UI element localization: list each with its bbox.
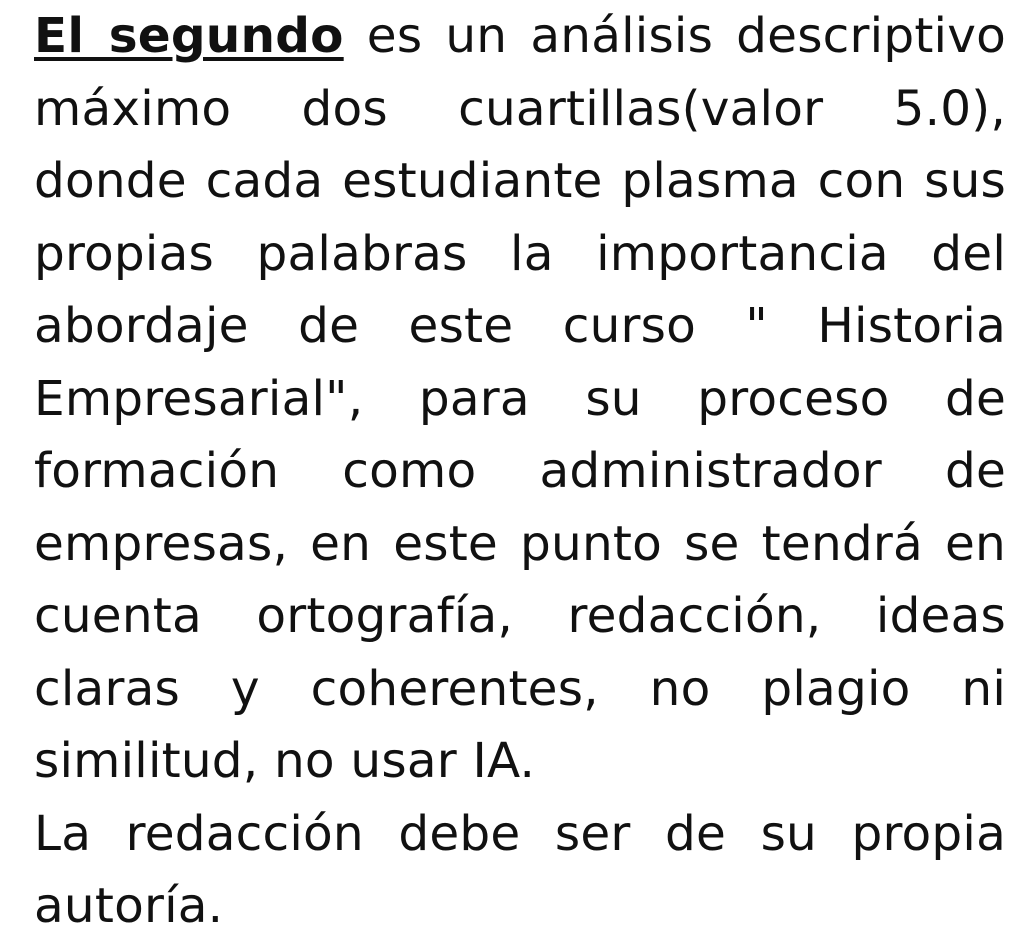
paragraph-instructions bbox=[34, 0, 1006, 798]
document-body bbox=[34, 0, 1006, 943]
paragraph-text: La redacción debe ser de su propia autoría. bbox=[34, 805, 1006, 934]
paragraph-text: es un análisis descriptivo máximo dos cuartillas(valor 5.0), donde cada estudiante plasma con sus propias palabras la importancia del abordaje de este curso " Historia Empresarial", para su proceso de formación como administrador de empresas, en este punto se tendrá en cuenta ortografía, redacción, ideas claras y coherentes, no plagio ni similitud, no usar IA. bbox=[34, 8, 1006, 789]
paragraph-lead: El segundo bbox=[34, 8, 344, 64]
paragraph-authorship bbox=[34, 798, 1006, 943]
